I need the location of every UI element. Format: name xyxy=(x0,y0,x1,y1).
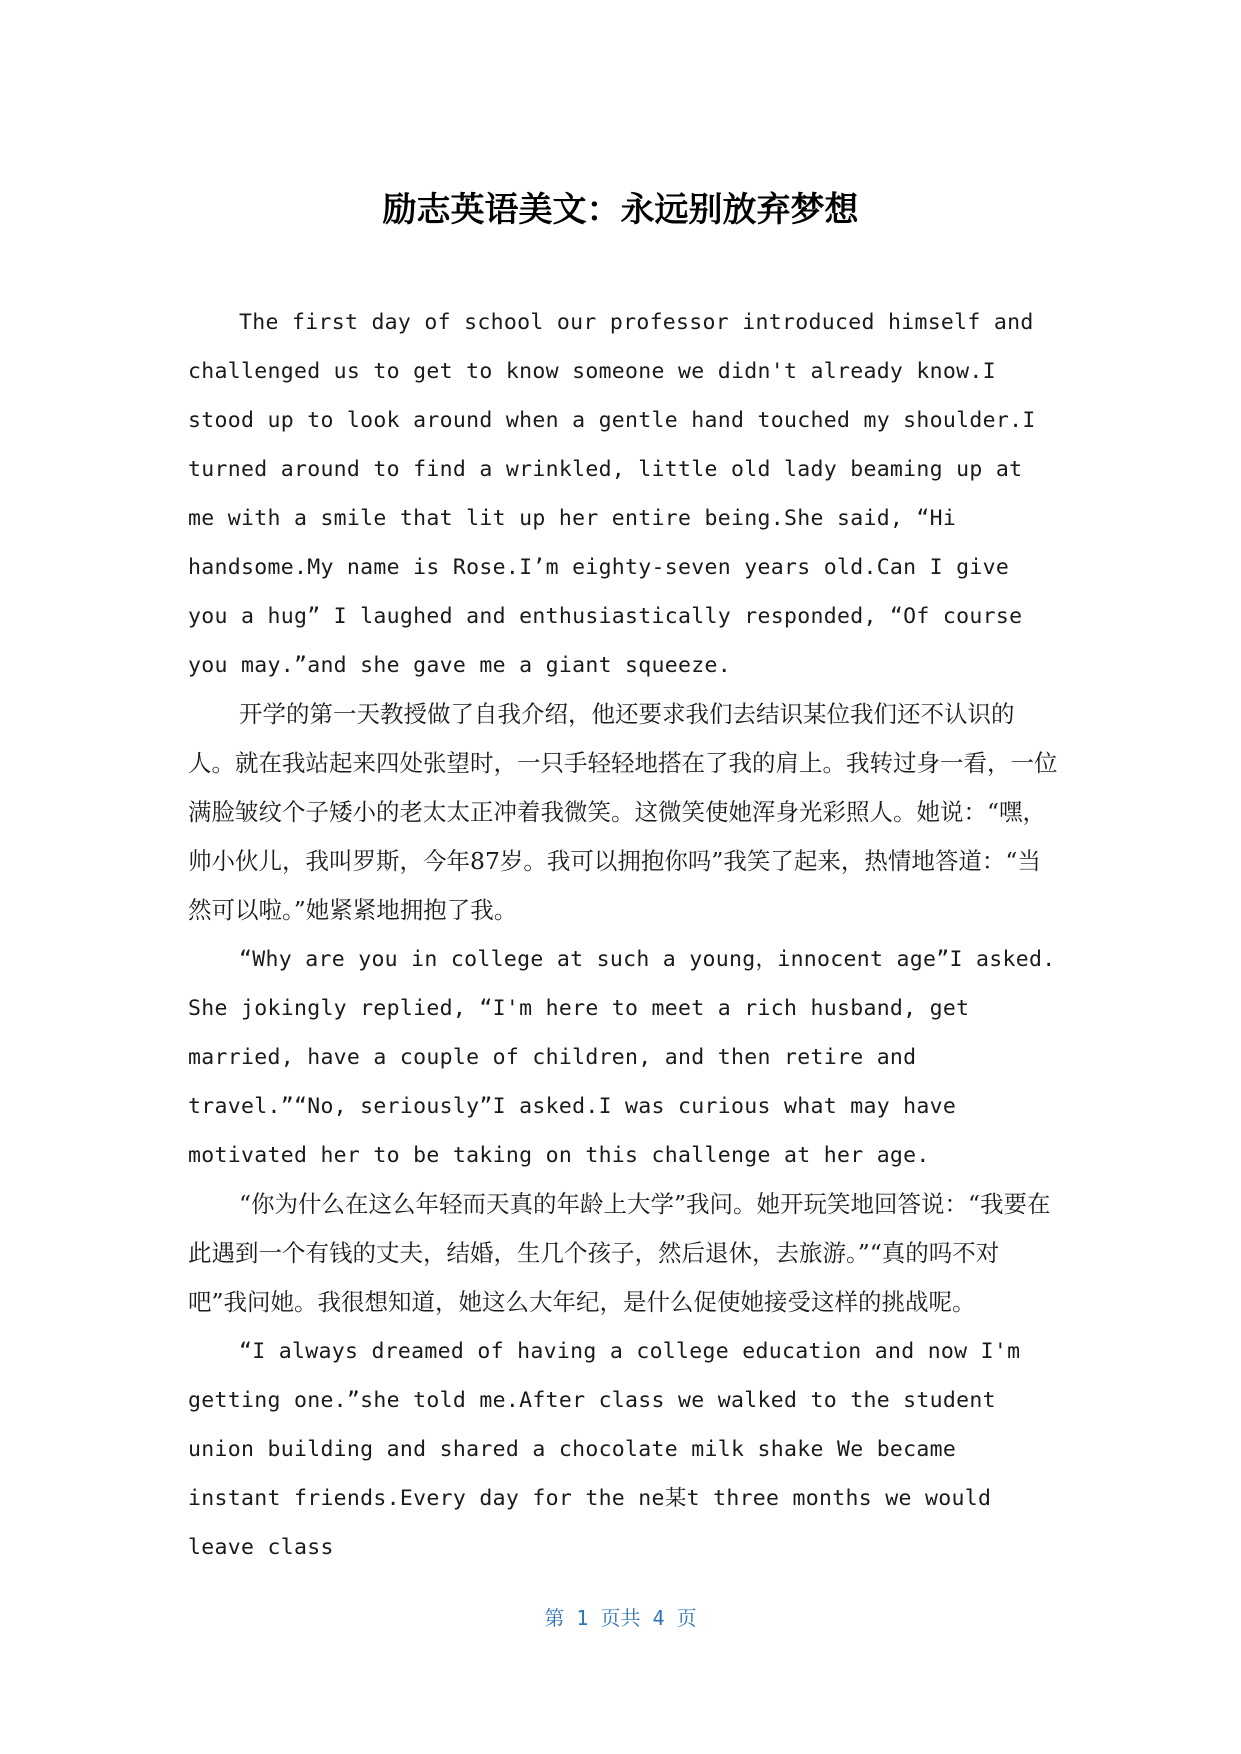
paragraph-english-1: The first day of school our professor introduced himself and challenged us to get to know someone we didn't already know.I stood up to look around when a gentle hand touched my shoulder.I turned around to find a wrinkled, little old lady beaming up at me with a smile that lit up her entire being.She said, “Hi handsome.My name is Rose.I’m eighty-seven years old.Can I give you a hug” I laughed and enthusiastically responded, “Of course you may.”and she gave me a giant squeeze. xyxy=(188,310,1036,678)
paragraph-chinese-2: “你为什么在这么年轻而天真的年龄上大学”我问。她开玩笑地回答说：“我要在此遇到一个有钱的丈夫，结婚，生几个孩子，然后退休，去旅游。”“真的吗不对吧”我问她。我很想知道，她这么大年纪，是什么促使她接受这样的挑战呢。 xyxy=(188,1190,1051,1316)
page-number-footer: 第 1 页共 4 页 xyxy=(544,1606,697,1630)
document-body xyxy=(188,298,1058,1572)
paragraph-chinese-1: 开学的第一天教授做了自我介绍，他还要求我们去结识某位我们还不认识的人。就在我站起来四处张望时，一只手轻轻地搭在了我的肩上。我转过身一看，一位满脸皱纹个子矮小的老太太正冲着我微笑。这微笑使她浑身光彩照人。她说：“嘿，帅小伙儿，我叫罗斯，今年87岁。我可以拥抱你吗”我笑了起来，热情地答道：“当然可以啦。”她紧紧地拥抱了我。 xyxy=(188,700,1058,924)
paragraph-english-3: “I always dreamed of having a college education and now I'm getting one.”she told me.After class we walked to the student union building and shared a chocolate milk shake We became instant friends.Every day for the ne某t three months we would leave class xyxy=(188,1339,1021,1560)
document-title: 励志英语美文：永远别放弃梦想 xyxy=(382,190,859,230)
paragraph-english-2: “Why are you in college at such a young，innocent age”I asked. She jokingly replied, “I'm here to meet a rich husband, get married, have a couple of children, and then retire and travel.”“No, seriously”I asked.I was curious what may have motivated her to be taking on this challenge at her age. xyxy=(188,947,1056,1168)
